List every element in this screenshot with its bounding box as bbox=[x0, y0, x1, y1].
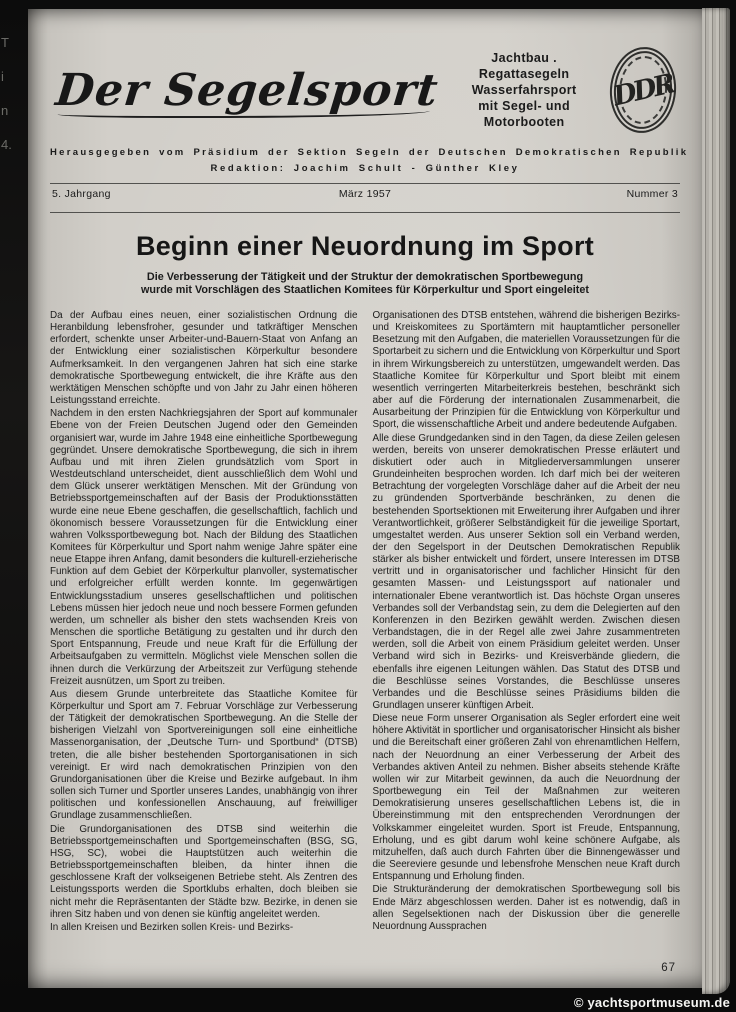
masthead-tagline bbox=[448, 50, 600, 130]
editor-line: Redaktion: Joachim Schult - Günther Kley bbox=[210, 163, 520, 174]
page-edge-stack bbox=[702, 8, 730, 994]
paragraph: mit Segel- und Motorbooten bbox=[478, 99, 570, 129]
divider-rule-bottom bbox=[50, 212, 680, 213]
magazine-page bbox=[28, 9, 702, 988]
issue-date-label: März 1957 bbox=[338, 188, 392, 200]
paragraph: Die Grundorganisationen des DTSB sind weiterhin die Betriebssportgemeinschaften und Sportgemeinschaften (BSG, SG, HSG, SC), wobei die Hauptstützen auch weiterhin die Betriebssportgemeinschaften bleiben, da hinter ihnen die geschlossene Kraft der volkseigenen Betriebe steht. Als Zentren des Leistungssports werden die Sportklubs erhalten, doch bleiben sie nicht mehr die Repräsentanten der Städte bzw. Bezirke, in denen sie ihren Sitz haben und von denen sie künftig angeleitet werden. bbox=[50, 823, 358, 920]
paragraph: In allen Kreisen und Bezirken sollen Kreis- und Bezirks- bbox=[50, 921, 294, 933]
paragraph: T bbox=[1, 35, 9, 50]
left-column bbox=[50, 310, 358, 992]
ddr-emblem-icon bbox=[606, 44, 679, 135]
paragraph: Aus diesem Grunde unterbreitete das Staatliche Komitee für Körperkultur und Sport am 7. Februar Vorschläge zur Verbesserung der Tätigkeit der demokratischen Sportbewegung. An die Stelle der bisherigen Vielzahl von Sportvereinigungen soll eine einheitliche Massenorganisation, der „Deutsche Turn- und Sportbund“ (DTSB) treten, die alle bisher bestehenden Sportorganisationen in sich vereinigt. Er wird nach demokratischen Prinzipien von den Grundorganisationen über die Kreise und Bezirke aufgebaut. In ihm sollen sich Turner und Sportler unseres Landes, unabhängig von ihrer politischen und konfessionellen Anschauung, auf freiwilliger Grundlage zusammenschließen. bbox=[50, 688, 358, 822]
magazine-title: Der Segelsport bbox=[47, 65, 441, 116]
right-column bbox=[373, 310, 681, 992]
paragraph: Jachtbau . Regattasegeln bbox=[478, 51, 570, 81]
emblem-text: DDR bbox=[610, 68, 676, 112]
paragraph: Alle diese Grundgedanken sind in den Tagen, da diese Zeilen gelesen werden, bereits von unserer demokratischen Presse erläutert und diskutiert oder auch in Mitgliederversammlungen unserer Grundeinheiten besprochen worden. Ich darf mich bei der weiteren Betrachtung der vorgelegten Vorschläge daher auf die Arbeit der neu zu gründenden Sportverbände beschränken, zu denen die bestehenden Sportsektionen mit Erweiterung ihrer Aufgaben und ihrer Verantwortlichkeit, größerer Selbständigkeit für die jeweilige Sportart, umgestaltet werden. Aus unserer Sektion soll ein Verband werden, der den Segelsport in der Deutschen Demokratischen Republik stärker als bisher entwickelt und fördert, unsere Interessen im DTSB vertritt und in organisatorischer und fachlicher Hinsicht für den gesamten Massen- und Leistungssport auf nationaler und internationaler Ebene verantwortlich ist. Das höchste Organ unseres Verbandes soll der Verbandstag sein, zu dem die Delegierten auf den Konferenzen in den Bezirken gewählt werden. Zwischen diesen Verbandstagen, die in der Regel alle zwei Jahre zusammentreten werden, soll die Arbeit von einem Präsidium geleitet werden. Unser Verband wird sich in Bezirks- und Kreisverbände gliedern, die ebenfalls ihre eigenen Leitungen wählen. Das Statut des DTSB und die Beschlüsse seines Vorstandes, die Beschlüsse unseres Verbandes und die Beschlüsse seines Präsidiums bilden die Grundlagen unserer künftigen Arbeit. bbox=[372, 432, 680, 711]
paragraph: Nachdem in den ersten Nachkriegsjahren der Sport auf kommunaler Ebene von der Freien Deutschen Jugend oder den Gemeinden organisiert war, wurde im Jahre 1948 eine einheitliche Sportbewegung gegründet. Unsere demokratische Sportbewegung, die sich in ihrem Aufbau und mit ihren Zielen grundsätzlich vom Sport in Westdeutschland unterscheidet, dient ausschließlich dem Wohl und dem Glück unserer werktätigen Menschen. Mit der Gründung von Betriebssportgemeinschaften auf der Basis der Produktionsstätten wurde eine neue Ebene geschaffen, die gesellschaftlich, fachlich und ökonomisch bessere Voraussetzungen für die Entwicklung einer wahren Volkssportbewegung bot. Nach der Bildung des Staatlichen Komitees für Körperkultur und Sport nahm wenige Jahre später eine neue Etappe ihren Anfang, damit besonders die kulturell-erzieherische Funktion auf dem Gebiet der Körperkultur planvoller, systematischer und erfolgreicher erfüllt werden konnte. Im gegenwärtigen Entwicklungsstadium unseres gesellschaftlichen und politischen Lebens müssen hier jedoch neue und noch bessere Formen gefunden werden, um schneller als bisher den stets wachsenden Kreis von Menschen die sportliche Betätigung zu gestalten und ihr durch den Sport Entspannung, Freude und neue Kraft für die Erfüllung der Arbeitsaufgaben zu vermitteln. Möglichst viele Menschen sollen die ihnen durch die Verkürzung der Arbeitszeit zur Verfügung stehende Freizeit ausnützen, um Sport zu treiben. bbox=[50, 408, 358, 687]
paragraph: Die Verbesserung der Tätigkeit und der Struktur der demokratischen Sportbewegung bbox=[146, 271, 584, 283]
issue-bar bbox=[50, 184, 680, 203]
article-body bbox=[50, 310, 680, 992]
paragraph: Wasserfahrsport bbox=[471, 83, 577, 97]
article-subtitle bbox=[50, 271, 680, 297]
paragraph: 4. bbox=[1, 137, 12, 152]
page-number: 67 bbox=[661, 962, 676, 974]
issue-number-label: Nummer 3 bbox=[626, 188, 678, 200]
paragraph: Diese neue Form unserer Organisation als Segler erfordert eine weit höhere Aktivität in sportlicher und organisatorischer Hinsicht als bisher und die Bereitschaft einer größeren Zahl von ehrenamtlichen Helfern, nach der Neuordnung an einer Verbesserung der Arbeit des Verbandes aktiven Anteil zu nehmen. Bisher abseits stehende Kräfte wollen wir zur Mitarbeit gewinnen, da auch die Neuordnung der Sportbewegung ein Teil der Maßnahmen zur weiteren Demokratisierung unseres gesellschaftlichen Lebens ist, die in Übereinstimmung mit den entsprechenden Verordnungen der Volkskammer eingeleitet wurden. Sport ist Freude, Entspannung, Erholung, und es gibt darum wohl keine schönere Aufgabe, als mitzuhelfen, daß auch durch Fahrten über die Binnengewässer und die Seereviere gesunde und lebensfrohe Menschen neue Kraft durch Entspannung und Erholung finden. bbox=[372, 713, 680, 883]
article-title: Beginn einer Neuordnung im Sport bbox=[135, 231, 595, 261]
publisher-line: Herausgegeben vom Präsidium der Sektion Segeln der Deutschen Demokratischen Republik bbox=[50, 147, 689, 158]
paragraph: wurde mit Vorschlägen des Staatlichen Komitees für Körperkultur und Sport eingeleitet bbox=[141, 284, 589, 296]
divider-rule-top bbox=[50, 183, 680, 184]
watermark: © yachtsportmuseum.de bbox=[573, 995, 730, 1010]
paragraph: Die Strukturänderung der demokratischen Sportbewegung soll bis Ende März abgeschlossen werden. Daher ist es notwendig, daß in allen Segelsektionen nach der Diskussion über die generelle Neuordnung Aussprachen bbox=[372, 884, 680, 932]
volume-label: 5. Jahrgang bbox=[52, 188, 111, 200]
paragraph: Da der Aufbau eines neuen, einer sozialistischen Ordnung die Heranbildung lebensfroher, gesunder und tatkräftiger Menschen erfordert, schenkte unser Arbeiter-und-Bauern-Staat von Anfang an der Entwicklung einer sozialistischen Körperkultur besondere Aufmerksamkeit. In den vergangenen Jahren hat sich eine starke demokratische Sportbewegung entwickelt, die ihre Kräfte aus den werktätigen Menschen schöpfte und von Jahr zu Jahr einen höheren Leistungsstand erreichte. bbox=[50, 310, 358, 407]
left-margin-marks bbox=[1, 26, 21, 162]
paragraph: n bbox=[1, 103, 9, 118]
paragraph: i bbox=[1, 69, 4, 84]
masthead bbox=[50, 47, 680, 133]
paragraph: Organisationen des DTSB entstehen, während die bisherigen Bezirks- und Kreiskomitees zu Sportämtern mit hauptamtlicher personeller Besetzung mit den Aufgaben, die materiellen Voraussetzungen für die Sportarbeit zu sichern und die Entwicklung von Körperkultur und Sport in ihrem Wirkungsbereich zu unterstützen, umgewandelt werden. Das Staatliche Komitee für Körperkultur und Sport bleibt mit einem wesentlich verringerten Mitarbeiterkreis bestehen, beschränkt sich aber auf die Förderung der internationalen Zusammenarbeit, die Ausarbeitung der Prinzipien für die Entwicklung von Körperkultur und Sport, die wissenschaftliche Arbeit und andere bedeutende Aufgaben. bbox=[372, 310, 680, 431]
